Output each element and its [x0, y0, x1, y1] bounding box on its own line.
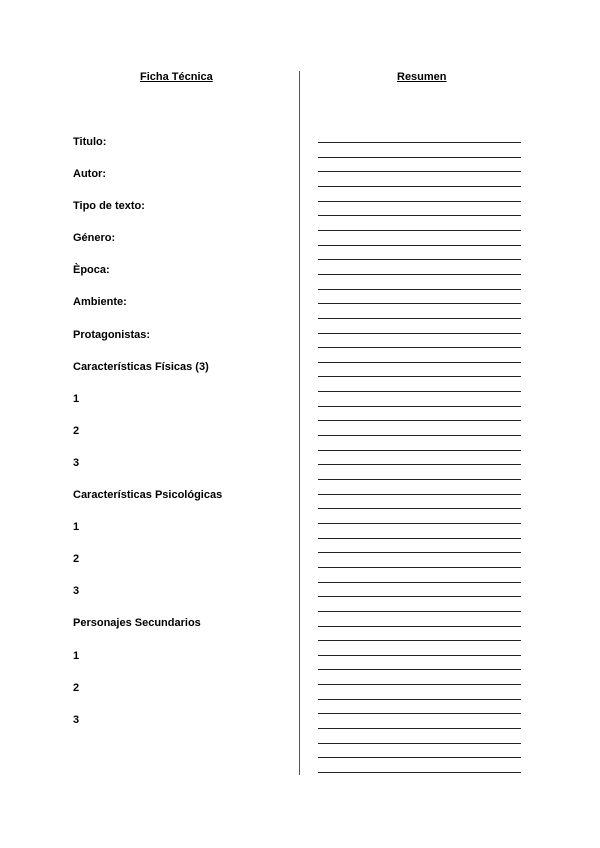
resumen-line [318, 669, 521, 670]
resumen-line [318, 508, 521, 509]
field-protagonistas-label: Protagonistas: [73, 328, 151, 341]
resumen-heading: Resumen [397, 71, 447, 83]
field-ambiente-label: Ambiente: [73, 296, 127, 309]
resumen-line [318, 567, 521, 568]
column-divider [299, 71, 300, 775]
resumen-line [318, 713, 521, 714]
resumen-line [318, 655, 521, 656]
caracteristicas-psicologicas-heading: Características Psicológicas [73, 489, 223, 502]
resumen-line [318, 684, 521, 685]
psicologica-item-2: 2 [73, 553, 80, 566]
resumen-line [318, 757, 521, 758]
resumen-line [318, 259, 521, 260]
fisica-item-1: 1 [73, 392, 80, 405]
ficha-field-list [73, 136, 222, 746]
resumen-line [318, 142, 521, 143]
resumen-line [318, 743, 521, 744]
resumen-line [318, 289, 521, 290]
resumen-line [318, 186, 521, 187]
resumen-line [318, 464, 521, 465]
resumen-line [318, 435, 521, 436]
resumen-line [318, 538, 521, 539]
resumen-line [318, 274, 521, 275]
resumen-line [318, 215, 521, 216]
resumen-line [318, 333, 521, 334]
resumen-line [318, 157, 521, 158]
fisica-item-3: 3 [73, 456, 80, 469]
psicologica-item-3: 3 [73, 585, 80, 598]
secundario-item-3: 3 [73, 713, 80, 726]
resumen-line [318, 318, 521, 319]
resumen-line [318, 611, 521, 612]
resumen-line [318, 450, 521, 451]
resumen-line [318, 523, 521, 524]
secundario-item-1: 1 [73, 649, 80, 662]
resumen-line [318, 406, 521, 407]
field-epoca-label: Època: [73, 264, 110, 277]
personajes-secundarios-heading: Personajes Secundarios [73, 617, 201, 630]
field-tipo-texto-label: Tipo de texto: [73, 200, 145, 213]
resumen-line [318, 699, 521, 700]
resumen-line [318, 391, 521, 392]
resumen-writing-lines [318, 0, 521, 848]
resumen-line [318, 347, 521, 348]
resumen-line [318, 772, 521, 773]
resumen-line [318, 201, 521, 202]
resumen-line [318, 596, 521, 597]
resumen-line [318, 640, 521, 641]
field-genero-label: Género: [73, 232, 116, 245]
secundario-item-2: 2 [73, 681, 80, 694]
resumen-line [318, 479, 521, 480]
caracteristicas-fisicas-heading: Características Físicas (3) [73, 360, 209, 373]
resumen-line [318, 362, 521, 363]
resumen-line [318, 303, 521, 304]
field-titulo-label: Titulo: [73, 136, 107, 148]
resumen-line [318, 552, 521, 553]
resumen-line [318, 420, 521, 421]
resumen-line [318, 494, 521, 495]
resumen-line [318, 171, 521, 172]
resumen-line [318, 626, 521, 627]
resumen-line [318, 245, 521, 246]
resumen-line [318, 728, 521, 729]
resumen-line [318, 376, 521, 377]
resumen-line [318, 582, 521, 583]
psicologica-item-1: 1 [73, 521, 80, 534]
ficha-tecnica-heading: Ficha Técnica [140, 71, 213, 83]
resumen-line [318, 230, 521, 231]
fisica-item-2: 2 [73, 424, 80, 437]
field-autor-label: Autor: [73, 168, 106, 181]
